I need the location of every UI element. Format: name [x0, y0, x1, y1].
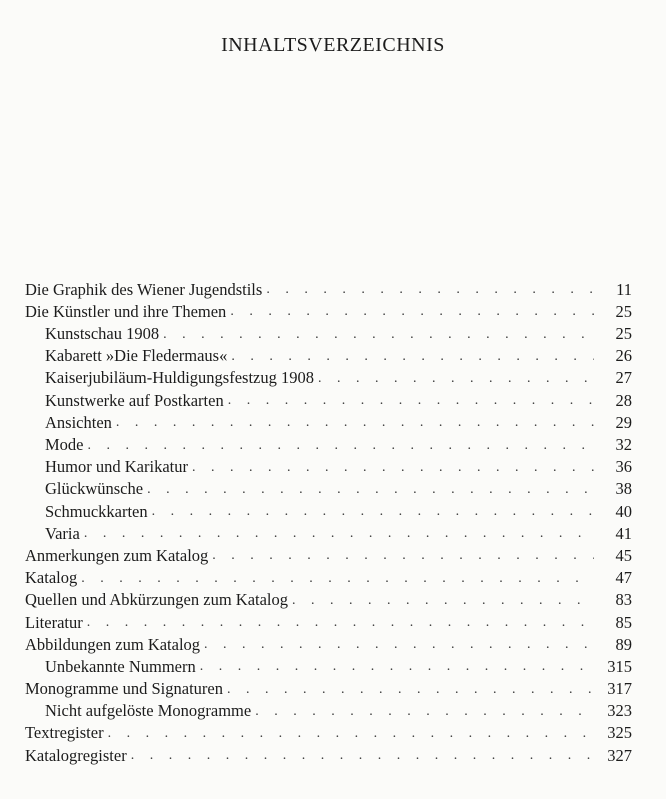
- toc-entry-label: Nicht aufgelöste Monogramme: [45, 701, 252, 721]
- toc-entry-label: Unbekannte Nummern: [45, 656, 196, 676]
- toc-entry: [25, 631, 632, 653]
- toc-entry-page-number: 315: [607, 656, 632, 676]
- toc-entry-label: Literatur: [25, 612, 83, 632]
- toc-entry: [25, 653, 632, 675]
- dot-leader: [231, 350, 594, 365]
- toc-entry-page-number: 11: [616, 279, 632, 299]
- toc-entry-page-number: 323: [607, 701, 632, 721]
- toc-entry: [25, 698, 632, 720]
- toc-entry-label: Anmerkungen zum Katalog: [25, 545, 209, 565]
- dot-leader: [131, 749, 594, 764]
- toc-entry-label: Kaiserjubiläum-Huldigungsfestzug 1908: [45, 368, 314, 388]
- toc-entry: [25, 298, 632, 320]
- dot-leader: [212, 549, 594, 564]
- toc-entry: [25, 409, 632, 431]
- dot-leader: [228, 394, 594, 409]
- dot-leader: [200, 660, 594, 675]
- dot-leader: [163, 328, 594, 343]
- toc-entry: [25, 609, 632, 631]
- dot-leader: [87, 616, 594, 631]
- toc-entry-page-number: 36: [615, 457, 632, 477]
- toc-entry: [25, 454, 632, 476]
- toc-entry-page-number: 41: [615, 523, 632, 543]
- toc-entry-label: Schmuckkarten: [45, 501, 148, 521]
- toc-entry-page-number: 317: [607, 679, 632, 699]
- toc-entry-label: Textregister: [25, 723, 104, 743]
- toc-entry-label: Ansichten: [45, 412, 112, 432]
- toc-entry: [25, 742, 632, 764]
- toc-entry-page-number: 327: [607, 745, 632, 765]
- toc-entry-label: Die Graphik des Wiener Jugendstils: [25, 279, 263, 299]
- toc-entry-page-number: 25: [615, 301, 632, 321]
- toc-entry-page-number: 83: [615, 590, 632, 610]
- dot-leader: [81, 572, 594, 587]
- toc-entry-label: Katalogregister: [25, 745, 127, 765]
- toc-entry-label: Humor und Karikatur: [45, 457, 188, 477]
- toc-entry-label: Glückwünsche: [45, 479, 144, 499]
- dot-leader: [192, 461, 594, 476]
- toc-entry-page-number: 29: [615, 412, 632, 432]
- toc-entry-label: Kabarett »Die Fledermaus«: [45, 346, 228, 366]
- toc-entry: [25, 431, 632, 453]
- dot-leader: [318, 372, 594, 387]
- dot-leader: [230, 305, 594, 320]
- toc-entry-label: Kunstschau 1908: [45, 324, 160, 344]
- toc-entry: [25, 320, 632, 342]
- toc-entry-label: Monogramme und Signaturen: [25, 679, 223, 699]
- toc-entry: [25, 498, 632, 520]
- toc-entry-page-number: 27: [615, 368, 632, 388]
- toc-entry-page-number: 28: [615, 390, 632, 410]
- toc-entry-page-number: 25: [615, 324, 632, 344]
- toc-entry: [25, 542, 632, 564]
- dot-leader: [292, 594, 594, 609]
- toc-entry-label: Kunstwerke auf Postkarten: [45, 390, 224, 410]
- toc-entry-label: Varia: [45, 523, 80, 543]
- toc-entry-page-number: 325: [607, 723, 632, 743]
- dot-leader: [255, 705, 594, 720]
- toc-entry-label: Quellen und Abkürzungen zum Katalog: [25, 590, 289, 610]
- dot-leader: [84, 527, 594, 542]
- toc-entry: [25, 520, 632, 542]
- page-title: INHALTSVERZEICHNIS: [221, 34, 445, 56]
- toc-entry: [25, 476, 632, 498]
- toc-entry-page-number: 45: [615, 545, 632, 565]
- toc-entry: [25, 720, 632, 742]
- toc-entry-page-number: 38: [615, 479, 632, 499]
- toc-entry: [25, 387, 632, 409]
- toc-entry: [25, 343, 632, 365]
- toc-entry-label: Die Künstler und ihre Themen: [25, 301, 227, 321]
- dot-leader: [116, 416, 594, 431]
- dot-leader: [147, 483, 594, 498]
- dot-leader: [227, 683, 594, 698]
- toc-entry-label: Mode: [45, 435, 84, 454]
- toc-entry-page-number: 26: [615, 346, 632, 366]
- dot-leader: [88, 439, 595, 454]
- dot-leader: [204, 638, 594, 653]
- toc-entry: [25, 365, 632, 387]
- toc-entry-label: Abbildungen zum Katalog: [25, 634, 201, 654]
- dot-leader: [266, 283, 594, 298]
- toc-entry-page-number: 32: [615, 435, 632, 454]
- toc-entry-page-number: 89: [615, 634, 632, 654]
- toc-entry-label: Katalog: [25, 568, 78, 588]
- toc-entry: [25, 276, 632, 298]
- toc-entry-page-number: 47: [615, 568, 632, 588]
- table-of-contents: [25, 276, 632, 764]
- toc-entry-page-number: 85: [615, 612, 632, 632]
- dot-leader: [152, 505, 594, 520]
- toc-entry-page-number: 40: [615, 501, 632, 521]
- toc-entry: [25, 564, 632, 586]
- toc-entry: [25, 587, 632, 609]
- toc-entry: [25, 675, 632, 697]
- dot-leader: [108, 727, 594, 742]
